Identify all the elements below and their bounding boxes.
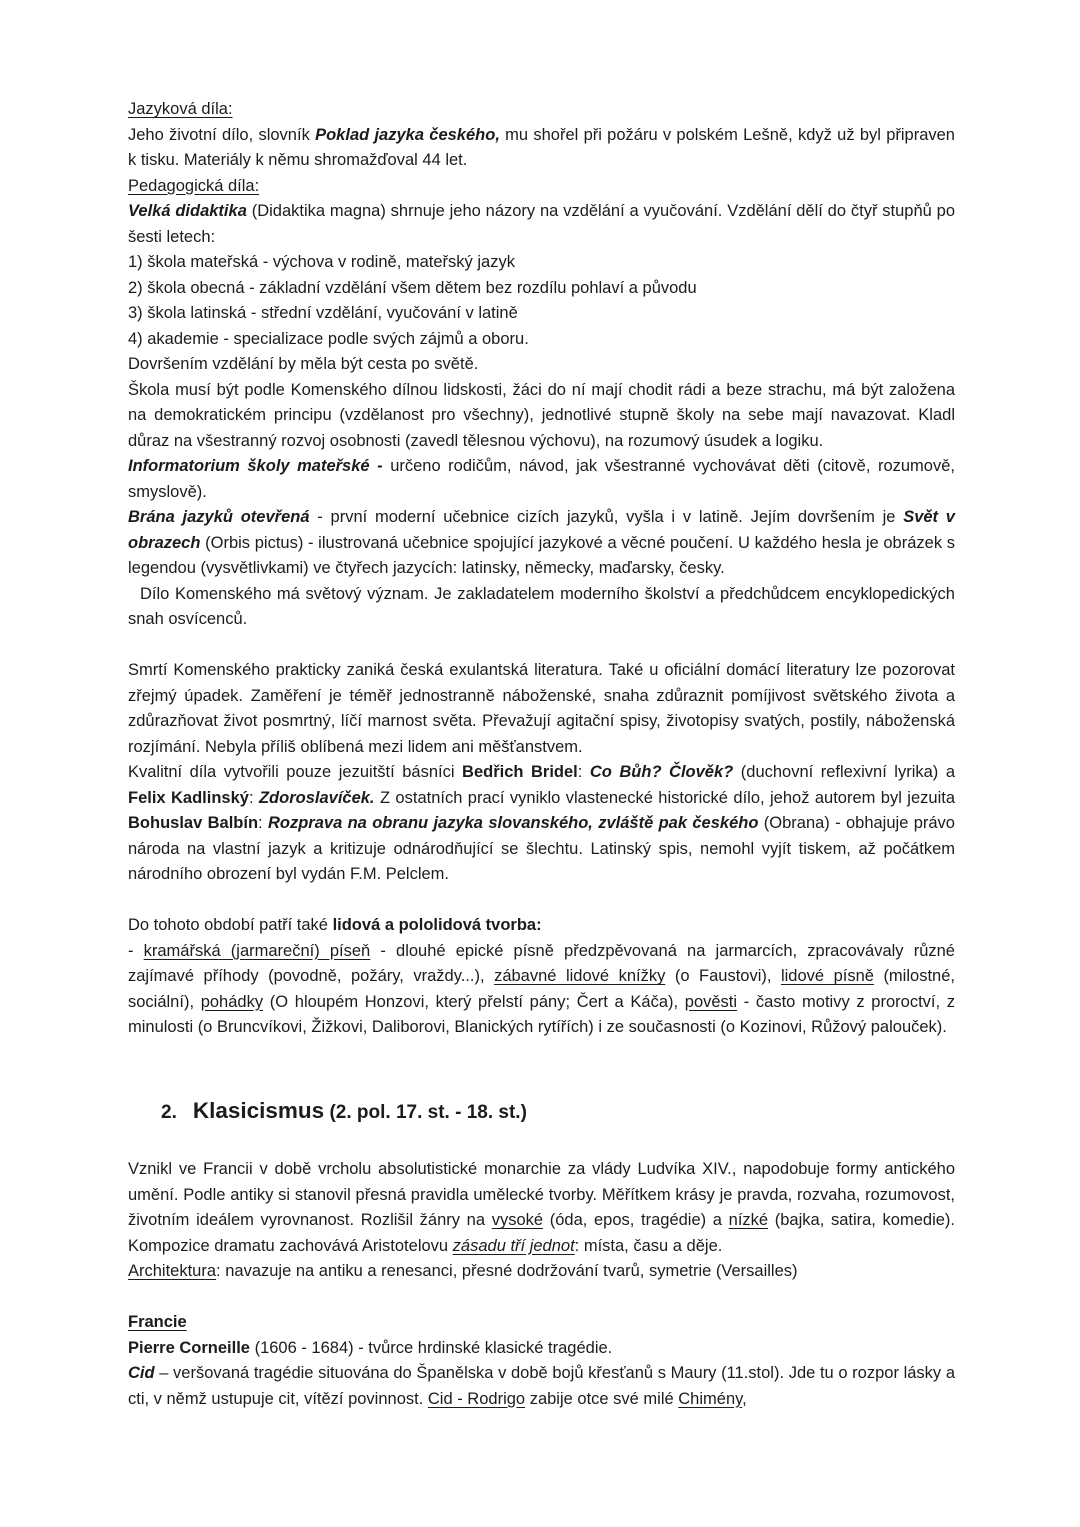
section-heading: [128, 1094, 955, 1130]
blank-line: [128, 1132, 955, 1158]
text-run: Smrtí Komenského prakticky zaniká česká exulantská literatura. Také u oficiální domácí literatury lze pozorovat zřejmý úpadek. Zaměření je téměř jednostranně náboženské, snaha zdůraznit pomíjivost světského života a zdůrazňovat život posmrtný, líčí marnost světa. Převažují agitační spisy, životopisy svatých, postily, náboženská rozjímání. Nebyla příliš oblíbená mezi lidem ani měšťanstvem.: [128, 661, 955, 756]
text-run: - často motivy z proroctví, z minulosti (o Bruncvíkovi, Žižkovi, Daliborovi, Blanických rytířích) i ze současnosti (o Kozinovi, Růžový palouček).: [128, 992, 955, 1036]
text-run: : navazuje na antiku a renesanci, přesné dodržování tvarů, symetrie (Versailles): [216, 1262, 798, 1280]
text-run: zabije otce své milé: [525, 1389, 679, 1408]
text-run: Pedagogická díla:: [128, 176, 260, 195]
text-run: 4) akademie - specializace podle svých zájmů a oboru.: [128, 329, 529, 348]
text-run: 3) škola latinská - střední vzdělání, vyučování v latině: [128, 304, 518, 322]
document-body: [128, 97, 955, 1412]
paragraph: [128, 1259, 955, 1285]
text-run: Cid: [128, 1364, 155, 1382]
paragraph: [128, 352, 955, 378]
text-run: Jazyková díla:: [128, 100, 233, 118]
text-run: Škola musí být podle Komenského dílnou lidskosti, žáci do ní mají chodit rádi a beze strachu, má být založena na demokratickém principu (vzdělanost pro všechny), jednotlivé stupně školy na sebe mají navazovat. Kladl důraz na všestranný rozvoj osobnosti (zavedl tělesnou výchovu), na rozumový úsudek a logiku.: [128, 380, 955, 450]
paragraph: [128, 1361, 955, 1412]
heading-text: (2. pol. 17. st. - 18. st.): [324, 1101, 527, 1123]
heading-text: 2.: [161, 1101, 177, 1123]
text-run: – veršovaná tragédie situována do Španělska v době bojů křesťanů s Maury (11.stol). Jde tu o rozpor lásky a cti, v němž ustupuje cit, vítězí povinnost.: [128, 1364, 955, 1408]
text-run: Velká didaktika: [128, 202, 247, 220]
text-run: Dovršením vzdělání by měla být cesta po světě.: [128, 355, 479, 373]
paragraph: [128, 174, 955, 200]
text-run: mu shořel při požáru v polském Lešně, když už byl připraven k tisku. Materiály k němu shromažďoval 44 let.: [128, 125, 955, 169]
paragraph: [128, 199, 955, 250]
text-run: Svět v obrazech: [128, 508, 955, 552]
text-run: :: [248, 788, 259, 807]
text-run: pohádky: [200, 992, 264, 1011]
text-run: : místa, času a děje.: [574, 1236, 723, 1255]
text-run: (1606 - 1684) - tvůrce hrdinské klasické tragédie.: [249, 1338, 613, 1357]
text-run: 2) škola obecná - základní vzdělání všem dětem bez rozdílu pohlaví a původu: [128, 278, 697, 297]
text-run: (Orbis pictus) - ilustrovaná učebnice spojující jazykové a věcné poučení. U každého hesla je obrázek s legendou (vysvětlivkami) ve čtyřech jazycích: latinsky, německy, maďarsky, česky.: [128, 533, 955, 577]
text-run: určeno rodičům, návod, jak všestranné vychovávat děti (citově, rozumově, smyslově).: [128, 457, 955, 501]
text-run: zásadu tří jednot: [452, 1236, 575, 1255]
text-run: (milostné, sociální),: [128, 967, 955, 1011]
text-run: Brána jazyků otevřená: [128, 508, 310, 526]
text-run: Rozprava na obranu jazyka slovanského, zvláště pak českého: [267, 814, 759, 832]
paragraph: [128, 97, 955, 123]
text-run: Bohuslav Balbín: [128, 814, 259, 832]
text-run: Informatorium školy mateřské -: [128, 457, 383, 475]
text-run: Poklad jazyka českého,: [315, 125, 500, 144]
text-run: Zdoroslavíček.: [258, 788, 375, 807]
paragraph: [128, 1336, 955, 1362]
text-run: vysoké: [491, 1211, 544, 1229]
paragraph: [128, 1157, 955, 1259]
text-run: nízké: [728, 1211, 769, 1229]
paragraph: [128, 327, 955, 353]
text-run: - dlouhé epické písně předzpěvovaná na jarmarcích, zpracovávaly různé zajímavé příhody (povodně, požáry, vraždy...),: [128, 941, 955, 985]
paragraph: [128, 913, 955, 939]
text-run: ,: [742, 1389, 747, 1408]
blank-line: [128, 888, 955, 914]
paragraph: [128, 276, 955, 302]
paragraph: [128, 123, 955, 174]
text-run: (O hloupém Honzovi, který přelstí pány; Čert a Káča),: [263, 992, 685, 1011]
heading-text: Klasicismus: [192, 1097, 325, 1123]
paragraph: [128, 658, 955, 760]
text-run: Architektura: [128, 1262, 217, 1280]
text-run: kramářská (jarmareční) píseň: [143, 941, 371, 960]
text-run: Z ostatních prací vyniklo vlastenecké historické dílo, jehož autorem byl jezuita: [374, 788, 955, 807]
text-run: (óda, epos, tragédie) a: [543, 1211, 729, 1229]
text-run: Felix Kadlinský: [128, 788, 249, 807]
paragraph: [128, 301, 955, 327]
paragraph: [128, 250, 955, 276]
text-run: Bedřich Bridel: [462, 763, 578, 781]
text-run: zábavné lidové knížky: [494, 967, 666, 985]
text-run: lidové písně: [780, 967, 874, 985]
text-run: Do tohoto období patří také: [128, 916, 333, 934]
text-run: 1) škola mateřská - výchova v rodině, mateřský jazyk: [128, 253, 515, 271]
text-run: pověsti: [684, 992, 738, 1011]
text-run: :: [258, 814, 268, 832]
text-run: - první moderní učebnice cizích jazyků, vyšla i v latině. Jejím dovršením je: [309, 508, 904, 526]
text-run: (bajka, satira, komedie). Kompozice dramatu zachovává Aristotelovu: [128, 1211, 955, 1255]
text-run: -: [128, 941, 144, 960]
blank-line: [128, 1041, 955, 1092]
text-run: Jeho životní dílo, slovník: [128, 125, 316, 144]
paragraph: [128, 760, 955, 888]
text-run: Co Bůh? Člověk?: [589, 763, 734, 781]
text-run: Vznikl ve Francii v době vrcholu absolutistické monarchie za vlády Ludvíka XIV., napodobuje formy antického umění. Podle antiky si stanovil přesná pravidla umělecké tvorby. Měřítkem krásy je pravda, rozvaha, rozumovost, životním ideálem vyrovnanost. Rozlišil žánry na: [128, 1160, 955, 1229]
text-run: Cid - Rodrigo: [427, 1389, 526, 1408]
paragraph: [128, 505, 955, 582]
text-run: (Didaktika magna) shrnuje jeho názory na vzdělání a vyučování. Vzdělání dělí do čtyř stupňů po šesti letech:: [128, 202, 955, 246]
blank-line: [128, 633, 955, 659]
paragraph: [128, 582, 955, 633]
text-run: :: [577, 763, 590, 781]
paragraph: [128, 939, 955, 1041]
text-run: (o Faustovi),: [665, 967, 781, 985]
blank-line: [128, 1285, 955, 1311]
text-run: Dílo Komenského má světový význam. Je zakladatelem moderního školství a předchůdcem encyklopedických snah osvícenců.: [128, 584, 955, 628]
paragraph: [128, 454, 955, 505]
text-run: lidová a pololidová tvorba:: [332, 916, 542, 934]
text-run: (Obrana) - obhajuje právo národa na vlastní jazyk a kritizuje odnárodňující se šlechtu. Latinský spis, nemohl vyjít tiskem, až počátkem národního obrození byl vydán F.M. Pelclem.: [128, 814, 955, 883]
paragraph: [128, 1310, 955, 1336]
text-run: Pierre Corneille: [128, 1338, 250, 1357]
text-run: (duchovní reflexivní lyrika) a: [733, 763, 955, 781]
text-run: Francie: [128, 1313, 187, 1331]
text-run: Kvalitní díla vytvořili pouze jezuitští básníci: [128, 763, 463, 781]
text-run: Chimény: [678, 1389, 743, 1408]
paragraph: [128, 378, 955, 455]
